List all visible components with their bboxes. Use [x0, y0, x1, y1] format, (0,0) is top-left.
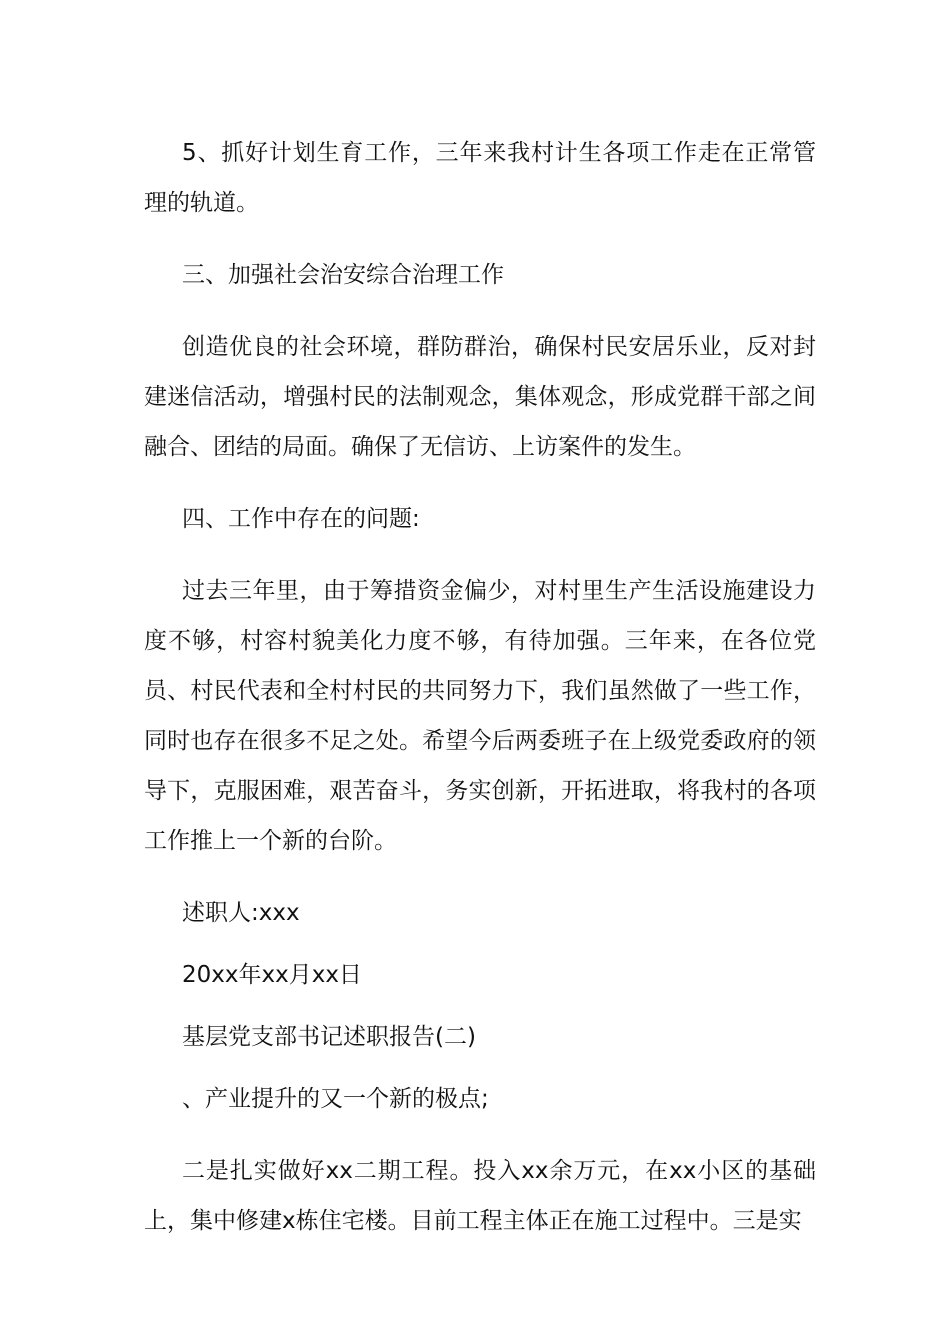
paragraph-industry: 、产业提升的又一个新的极点;: [182, 1086, 489, 1112]
report-title-two: 基层党支部书记述职报告(二): [182, 1024, 476, 1050]
heading-public-security: 三、加强社会治安综合治理工作: [182, 262, 504, 288]
paragraph-past-three-years: 过去三年里，由于筹措资金偏少，对村里生产生活设施建设力度不够，村容村貌美化力度不够，有待加强。三年来，在各位党员、村民代表和全村村民的共同努力下，我们虽然做了一些工作，同时也存在很多不足之处。希望今后两委班子在上级党委政府的领导下，克服困难，艰苦奋斗，务实创新，开拓进取，将我村的各项工作推上一个新的台阶。: [144, 578, 816, 854]
date-line: 20xx年xx月xx日: [182, 962, 362, 988]
paragraph-phase-two: 二是扎实做好xx二期工程。投入xx余万元，在xx小区的基础上，集中修建x栋住宅楼。目前工程主体正在施工过程中。三是实: [144, 1158, 816, 1234]
document-body: [144, 128, 816, 1268]
reporter-line: 述职人:xxx: [182, 900, 300, 926]
paragraph-family-planning: 5、抓好计划生育工作，三年来我村计生各项工作走在正常管理的轨道。: [144, 140, 816, 216]
paragraph-social-environment: 创造优良的社会环境，群防群治，确保村民安居乐业，反对封建迷信活动，增强村民的法制观念，集体观念，形成党群干部之间融合、团结的局面。确保了无信访、上访案件的发生。: [144, 334, 816, 460]
heading-problems: 四、工作中存在的问题:: [182, 506, 420, 532]
